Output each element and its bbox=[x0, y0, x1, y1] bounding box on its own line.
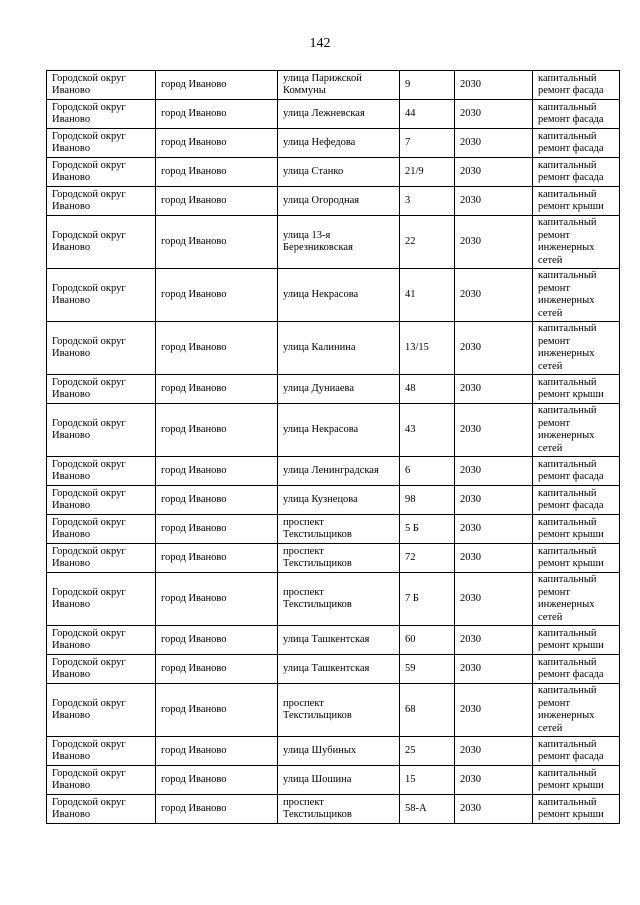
year-cell: 2030 bbox=[455, 486, 533, 515]
work-type-cell: капитальный ремонт фасада bbox=[533, 655, 620, 684]
year-cell: 2030 bbox=[455, 766, 533, 795]
work-type-cell: капитальный ремонт крыши bbox=[533, 544, 620, 573]
municipal-district-cell: Городской округ Иваново bbox=[47, 158, 156, 187]
street-cell: улица Некрасова bbox=[278, 404, 400, 457]
city-cell: город Иваново bbox=[156, 515, 278, 544]
municipal-district-cell: Городской округ Иваново bbox=[47, 269, 156, 322]
work-type-cell: капитальный ремонт крыши bbox=[533, 626, 620, 655]
street-cell: улица Лежневская bbox=[278, 100, 400, 129]
city-cell: город Иваново bbox=[156, 216, 278, 269]
year-cell: 2030 bbox=[455, 404, 533, 457]
table-row bbox=[47, 655, 620, 684]
city-cell: город Иваново bbox=[156, 129, 278, 158]
table-row bbox=[47, 187, 620, 216]
municipal-district-cell: Городской округ Иваново bbox=[47, 486, 156, 515]
table-row bbox=[47, 795, 620, 824]
year-cell: 2030 bbox=[455, 158, 533, 187]
work-type-cell: капитальный ремонт инженерных сетей bbox=[533, 216, 620, 269]
municipal-district-cell: Городской округ Иваново bbox=[47, 71, 156, 100]
table-row bbox=[47, 322, 620, 375]
table-row bbox=[47, 71, 620, 100]
work-type-cell: капитальный ремонт фасада bbox=[533, 737, 620, 766]
work-type-cell: капитальный ремонт крыши bbox=[533, 187, 620, 216]
table-row bbox=[47, 457, 620, 486]
street-cell: улица Станко bbox=[278, 158, 400, 187]
year-cell: 2030 bbox=[455, 573, 533, 626]
street-cell: улица Шубиных bbox=[278, 737, 400, 766]
work-type-cell: капитальный ремонт крыши bbox=[533, 766, 620, 795]
table-row bbox=[47, 573, 620, 626]
year-cell: 2030 bbox=[455, 684, 533, 737]
year-cell: 2030 bbox=[455, 544, 533, 573]
street-cell: улица Калинина bbox=[278, 322, 400, 375]
house-number-cell: 98 bbox=[400, 486, 455, 515]
house-number-cell: 41 bbox=[400, 269, 455, 322]
year-cell: 2030 bbox=[455, 655, 533, 684]
table-row bbox=[47, 216, 620, 269]
municipal-district-cell: Городской округ Иваново bbox=[47, 100, 156, 129]
city-cell: город Иваново bbox=[156, 766, 278, 795]
work-type-cell: капитальный ремонт крыши bbox=[533, 515, 620, 544]
city-cell: город Иваново bbox=[156, 100, 278, 129]
year-cell: 2030 bbox=[455, 269, 533, 322]
work-type-cell: капитальный ремонт инженерных сетей bbox=[533, 684, 620, 737]
house-number-cell: 72 bbox=[400, 544, 455, 573]
municipal-district-cell: Городской округ Иваново bbox=[47, 795, 156, 824]
house-number-cell: 60 bbox=[400, 626, 455, 655]
street-cell: проспект Текстильщиков bbox=[278, 515, 400, 544]
work-type-cell: капитальный ремонт фасада bbox=[533, 100, 620, 129]
street-cell: улица Шошина bbox=[278, 766, 400, 795]
year-cell: 2030 bbox=[455, 187, 533, 216]
city-cell: город Иваново bbox=[156, 158, 278, 187]
work-type-cell: капитальный ремонт фасада bbox=[533, 457, 620, 486]
house-number-cell: 9 bbox=[400, 71, 455, 100]
city-cell: город Иваново bbox=[156, 684, 278, 737]
year-cell: 2030 bbox=[455, 216, 533, 269]
table-row bbox=[47, 375, 620, 404]
house-number-cell: 3 bbox=[400, 187, 455, 216]
municipal-district-cell: Городской округ Иваново bbox=[47, 187, 156, 216]
municipal-district-cell: Городской округ Иваново bbox=[47, 457, 156, 486]
house-number-cell: 21/9 bbox=[400, 158, 455, 187]
table-row bbox=[47, 515, 620, 544]
house-number-cell: 22 bbox=[400, 216, 455, 269]
house-number-cell: 25 bbox=[400, 737, 455, 766]
street-cell: улица Нефедова bbox=[278, 129, 400, 158]
street-cell: улица Некрасова bbox=[278, 269, 400, 322]
work-type-cell: капитальный ремонт фасада bbox=[533, 486, 620, 515]
table-row bbox=[47, 129, 620, 158]
city-cell: город Иваново bbox=[156, 269, 278, 322]
work-type-cell: капитальный ремонт фасада bbox=[533, 129, 620, 158]
city-cell: город Иваново bbox=[156, 573, 278, 626]
city-cell: город Иваново bbox=[156, 486, 278, 515]
table-body bbox=[47, 71, 620, 824]
table-row bbox=[47, 100, 620, 129]
table-row bbox=[47, 766, 620, 795]
city-cell: город Иваново bbox=[156, 375, 278, 404]
municipal-district-cell: Городской округ Иваново bbox=[47, 573, 156, 626]
table-row bbox=[47, 544, 620, 573]
municipal-district-cell: Городской округ Иваново bbox=[47, 216, 156, 269]
municipal-district-cell: Городской округ Иваново bbox=[47, 766, 156, 795]
year-cell: 2030 bbox=[455, 737, 533, 766]
house-number-cell: 43 bbox=[400, 404, 455, 457]
street-cell: улица Ташкентская bbox=[278, 655, 400, 684]
table-row bbox=[47, 404, 620, 457]
street-cell: улица Дуниаева bbox=[278, 375, 400, 404]
table-row bbox=[47, 737, 620, 766]
year-cell: 2030 bbox=[455, 71, 533, 100]
municipal-district-cell: Городской округ Иваново bbox=[47, 655, 156, 684]
city-cell: город Иваново bbox=[156, 626, 278, 655]
street-cell: улица Огородная bbox=[278, 187, 400, 216]
house-number-cell: 44 bbox=[400, 100, 455, 129]
work-type-cell: капитальный ремонт фасада bbox=[533, 71, 620, 100]
city-cell: город Иваново bbox=[156, 71, 278, 100]
house-number-cell: 15 bbox=[400, 766, 455, 795]
street-cell: проспект Текстильщиков bbox=[278, 795, 400, 824]
house-number-cell: 68 bbox=[400, 684, 455, 737]
street-cell: улица Парижской Коммуны bbox=[278, 71, 400, 100]
municipal-district-cell: Городской округ Иваново bbox=[47, 626, 156, 655]
repair-schedule-table bbox=[46, 70, 620, 824]
work-type-cell: капитальный ремонт крыши bbox=[533, 795, 620, 824]
city-cell: город Иваново bbox=[156, 187, 278, 216]
work-type-cell: капитальный ремонт инженерных сетей bbox=[533, 573, 620, 626]
street-cell: улица Ташкентская bbox=[278, 626, 400, 655]
year-cell: 2030 bbox=[455, 322, 533, 375]
house-number-cell: 7 bbox=[400, 129, 455, 158]
street-cell: улица Кузнецова bbox=[278, 486, 400, 515]
house-number-cell: 13/15 bbox=[400, 322, 455, 375]
year-cell: 2030 bbox=[455, 795, 533, 824]
table-row bbox=[47, 626, 620, 655]
municipal-district-cell: Городской округ Иваново bbox=[47, 515, 156, 544]
work-type-cell: капитальный ремонт фасада bbox=[533, 158, 620, 187]
municipal-district-cell: Городской округ Иваново bbox=[47, 684, 156, 737]
street-cell: проспект Текстильщиков bbox=[278, 684, 400, 737]
house-number-cell: 7 Б bbox=[400, 573, 455, 626]
municipal-district-cell: Городской округ Иваново bbox=[47, 322, 156, 375]
year-cell: 2030 bbox=[455, 457, 533, 486]
work-type-cell: капитальный ремонт крыши bbox=[533, 375, 620, 404]
year-cell: 2030 bbox=[455, 129, 533, 158]
house-number-cell: 58-А bbox=[400, 795, 455, 824]
city-cell: город Иваново bbox=[156, 457, 278, 486]
work-type-cell: капитальный ремонт инженерных сетей bbox=[533, 322, 620, 375]
municipal-district-cell: Городской округ Иваново bbox=[47, 375, 156, 404]
page-number: 142 bbox=[309, 36, 331, 51]
table-row bbox=[47, 158, 620, 187]
street-cell: улица 13-я Березниковская bbox=[278, 216, 400, 269]
house-number-cell: 6 bbox=[400, 457, 455, 486]
year-cell: 2030 bbox=[455, 375, 533, 404]
house-number-cell: 59 bbox=[400, 655, 455, 684]
year-cell: 2030 bbox=[455, 515, 533, 544]
work-type-cell: капитальный ремонт инженерных сетей bbox=[533, 404, 620, 457]
city-cell: город Иваново bbox=[156, 655, 278, 684]
municipal-district-cell: Городской округ Иваново bbox=[47, 544, 156, 573]
city-cell: город Иваново bbox=[156, 322, 278, 375]
table-row bbox=[47, 486, 620, 515]
year-cell: 2030 bbox=[455, 626, 533, 655]
city-cell: город Иваново bbox=[156, 404, 278, 457]
house-number-cell: 48 bbox=[400, 375, 455, 404]
table-row bbox=[47, 269, 620, 322]
street-cell: проспект Текстильщиков bbox=[278, 573, 400, 626]
street-cell: проспект Текстильщиков bbox=[278, 544, 400, 573]
year-cell: 2030 bbox=[455, 100, 533, 129]
municipal-district-cell: Городской округ Иваново bbox=[47, 129, 156, 158]
city-cell: город Иваново bbox=[156, 544, 278, 573]
city-cell: город Иваново bbox=[156, 795, 278, 824]
table-row bbox=[47, 684, 620, 737]
municipal-district-cell: Городской округ Иваново bbox=[47, 404, 156, 457]
street-cell: улица Ленинградская bbox=[278, 457, 400, 486]
city-cell: город Иваново bbox=[156, 737, 278, 766]
house-number-cell: 5 Б bbox=[400, 515, 455, 544]
municipal-district-cell: Городской округ Иваново bbox=[47, 737, 156, 766]
work-type-cell: капитальный ремонт инженерных сетей bbox=[533, 269, 620, 322]
